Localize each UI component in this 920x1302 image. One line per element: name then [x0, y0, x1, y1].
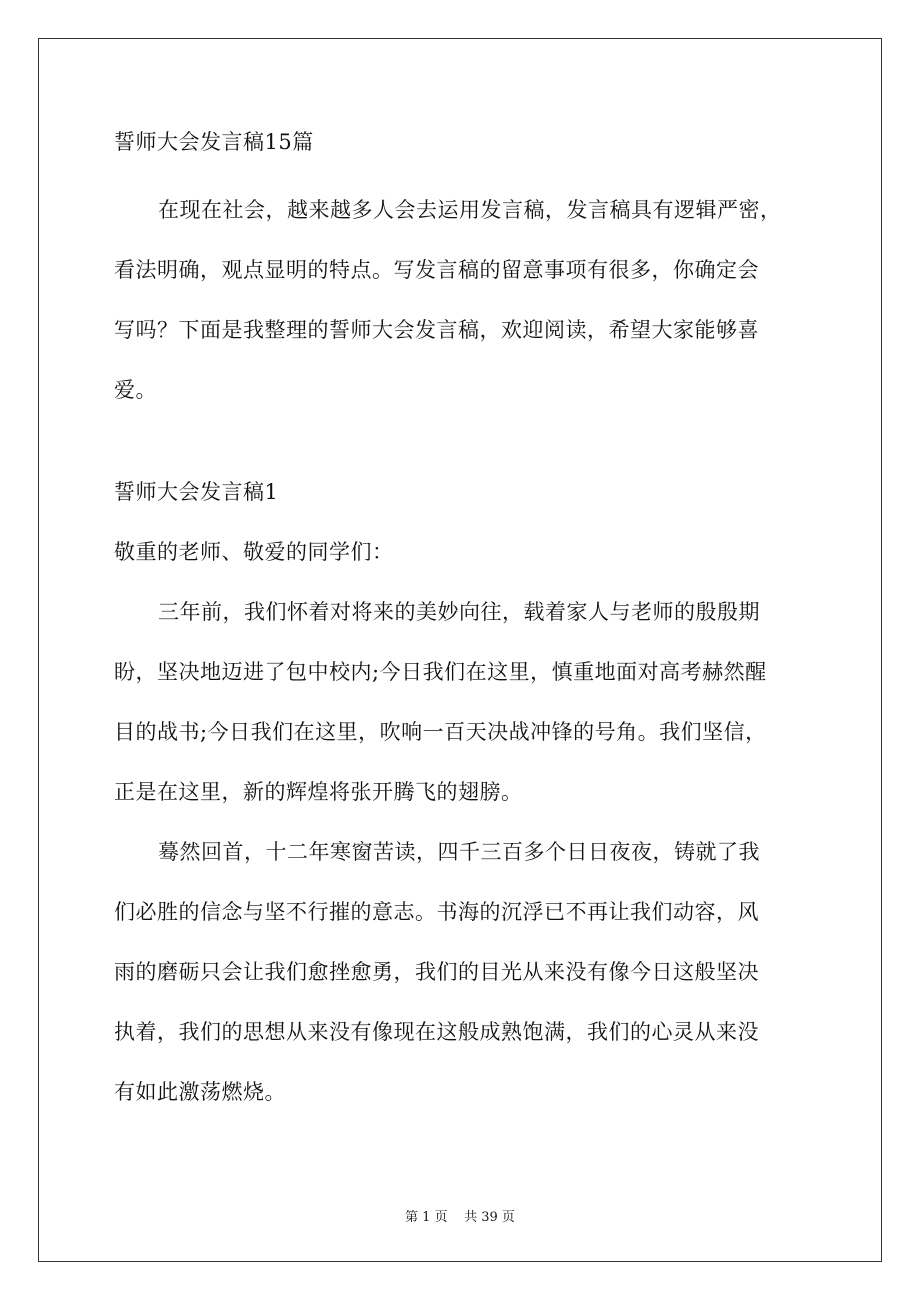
paragraph-1 — [114, 582, 834, 822]
paragraph-line: 三年前，我们怀着对将来的美妙向往，载着家人与老师的殷殷期 — [158, 600, 760, 624]
paragraph-line: 蓦然回首，十二年寒窗苦读，四千三百多个日日夜夜，铸就了我 — [158, 840, 760, 864]
page-total: 共 39 页 — [464, 1210, 515, 1225]
paragraph-line: 们必胜的信念与坚不行摧的意志。书海的沉浮已不再让我们动容，风 — [114, 900, 759, 924]
salutation: 敬重的老师、敬爱的同学们： — [114, 540, 394, 564]
paragraph-line: 雨的磨砺只会让我们愈挫愈勇，我们的目光从来没有像今日这般坚决 — [114, 960, 759, 984]
paragraph-2 — [114, 822, 834, 1122]
document-title: 誓师大会发言稿15篇 — [114, 130, 314, 154]
page-footer — [0, 1206, 920, 1225]
paragraph-line: 正是在这里，新的辉煌将张开腾飞的翅膀。 — [114, 780, 523, 804]
intro-line: 在现在社会，越来越多人会去运用发言稿，发言稿具有逻辑严密， — [158, 198, 782, 222]
section-title: 誓师大会发言稿1 — [114, 480, 279, 504]
page-number: 第 1 页 — [405, 1210, 448, 1225]
intro-line: 看法明确，观点显明的特点。写发言稿的留意事项有很多，你确定会 — [114, 258, 759, 282]
intro-paragraph — [114, 180, 834, 420]
paragraph-line: 盼，坚决地迈进了包中校内;今日我们在这里，慎重地面对高考赫然醒 — [114, 660, 767, 684]
paragraph-line: 有如此激荡燃烧。 — [114, 1080, 286, 1104]
intro-line: 写吗？下面是我整理的誓师大会发言稿，欢迎阅读，希望大家能够喜 — [114, 318, 759, 342]
intro-line: 爱。 — [114, 378, 157, 402]
paragraph-line: 执着，我们的思想从来没有像现在这般成熟饱满，我们的心灵从来没 — [114, 1020, 759, 1044]
section-gap — [114, 420, 834, 462]
paragraph-line: 目的战书;今日我们在这里，吹响一百天决战冲锋的号角。我们坚信， — [114, 720, 767, 744]
document-body — [114, 120, 834, 1122]
